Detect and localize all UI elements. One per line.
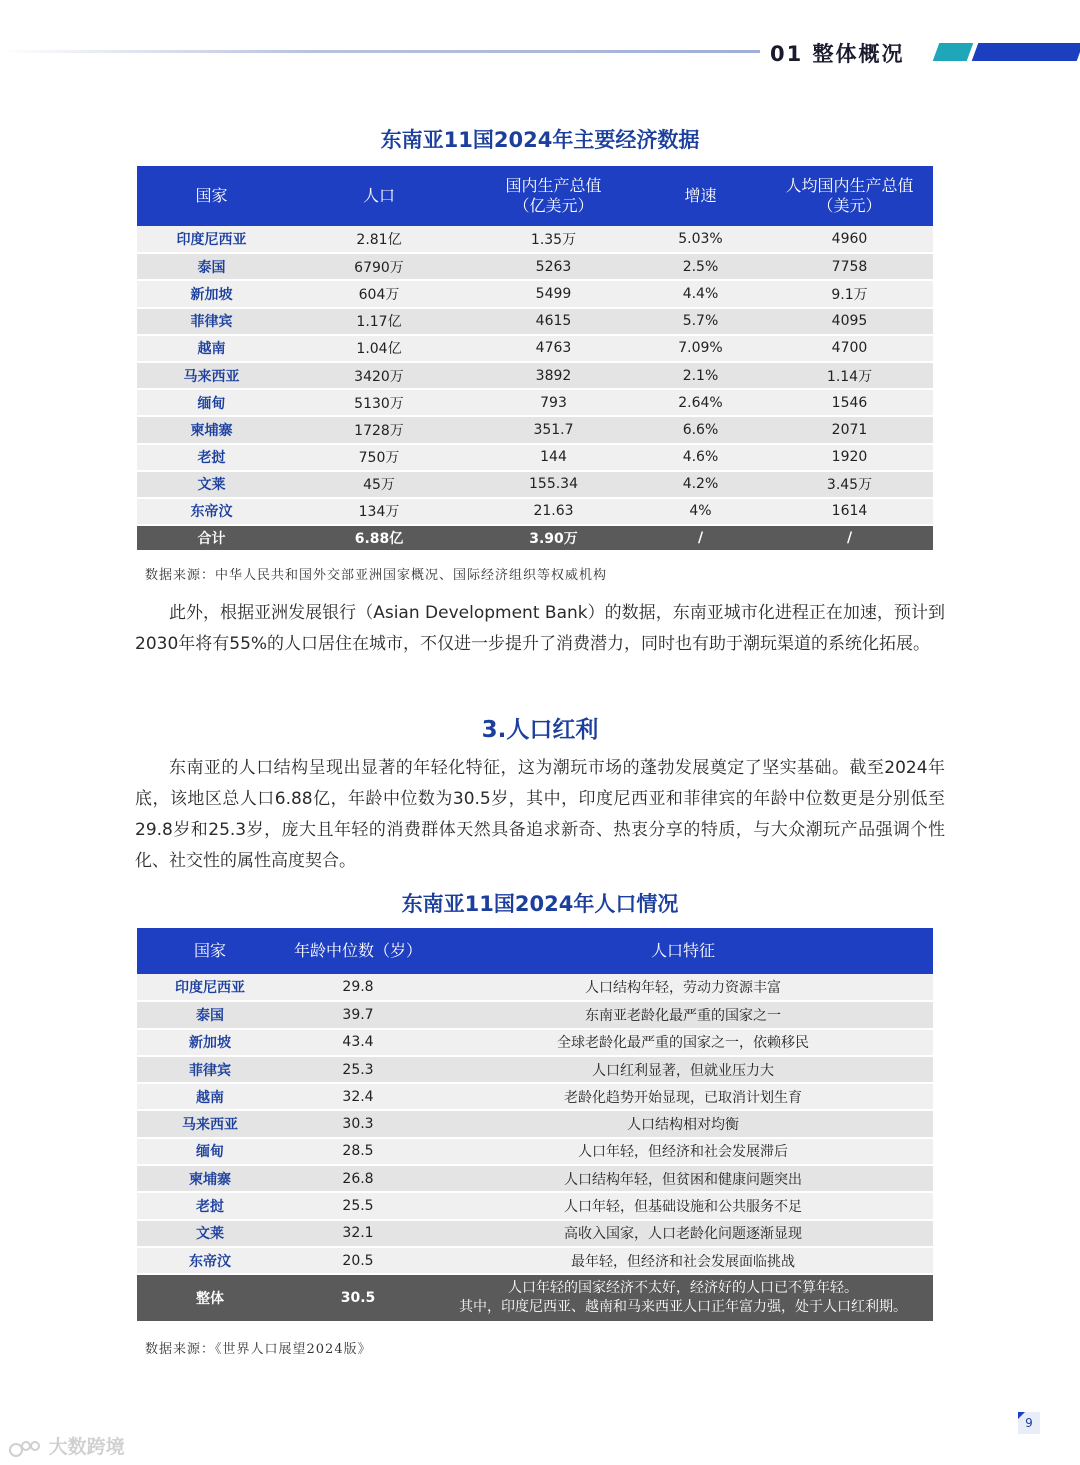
table1-cell: 1728万 (286, 416, 472, 443)
table1-cell: 9.1万 (766, 280, 933, 307)
table2-total-line1: 人口年轻的国家经济不太好，经济好的人口已不算年轻。 (508, 1280, 858, 1297)
table1-cell: 604万 (286, 280, 472, 307)
table1-cell: 4095 (766, 308, 933, 335)
table2-cell: 高收入国家，人口老龄化问题逐渐显现 (433, 1220, 933, 1247)
table2-header-row (137, 928, 933, 974)
table1-cell: 4% (635, 498, 766, 525)
table1-cell: 2.1% (635, 362, 766, 389)
table2-row (137, 1056, 933, 1083)
table1-header-gdp-per-capita: 人均国内生产总值 （美元） (766, 166, 933, 226)
table1-cell: 4.4% (635, 280, 766, 307)
table2-title: 东南亚11国2024年人口情况 (401, 892, 679, 916)
table1-country-cell: 新加坡 (137, 280, 286, 307)
table2-country-cell: 老挝 (137, 1192, 283, 1219)
table1-total-cell: / (766, 525, 933, 551)
table2-row (137, 1247, 933, 1274)
table1-cell: 2.81亿 (286, 226, 472, 253)
section3-heading: 3.人口红利 (481, 717, 599, 743)
table2-cell: 39.7 (283, 1001, 433, 1028)
table1-cell: 2.64% (635, 389, 766, 416)
table2-row (137, 1083, 933, 1110)
table1-row (137, 253, 933, 280)
watermark: 大数跨境 (8, 1432, 125, 1459)
table1-country-cell: 印度尼西亚 (137, 226, 286, 253)
table1-row (137, 444, 933, 471)
table2-cell: 29.8 (283, 974, 433, 1001)
table2-cell: 25.5 (283, 1192, 433, 1219)
table1-row (137, 416, 933, 443)
population-table (137, 928, 933, 1323)
table2-cell: 32.1 (283, 1220, 433, 1247)
table1-title: 东南亚11国2024年主要经济数据 (380, 128, 700, 152)
table2-cell: 人口红利显著，但就业压力大 (433, 1056, 933, 1083)
table2-cell: 32.4 (283, 1083, 433, 1110)
table1-country-cell: 缅甸 (137, 389, 286, 416)
table2-total-median: 30.5 (283, 1274, 433, 1322)
table2-country-cell: 东帝汶 (137, 1247, 283, 1274)
table2-total-country: 整体 (137, 1274, 283, 1322)
table2-cell: 人口结构年轻，但贫困和健康问题突出 (433, 1165, 933, 1192)
table2-total-characteristics (433, 1274, 933, 1322)
table2-cell: 老龄化趋势开始显现，已取消计划生育 (433, 1083, 933, 1110)
table2-total-row (137, 1274, 933, 1322)
economic-data-table (137, 166, 933, 552)
table1-source: 数据来源：中华人民共和国外交部亚洲国家概况、国际经济组织等权威机构 (145, 568, 608, 583)
page-corner-icon (1018, 1412, 1025, 1419)
table2-header-characteristics: 人口特征 (433, 928, 933, 974)
table2-cell: 30.3 (283, 1110, 433, 1137)
table1-cell: 45万 (286, 471, 472, 498)
table2-row (137, 1029, 933, 1056)
table1-row (137, 389, 933, 416)
urbanization-paragraph: 此外，根据亚洲发展银行（Asian Development Bank）的数据，东南亚城市化进程正在加速，预计到2030年将有55%的人口居住在城市，不仅进一步提升了消费潜力，同时也有助于潮玩渠道的系统化拓展。 (135, 603, 945, 654)
table1-cell: 1920 (766, 444, 933, 471)
table2-row (137, 1165, 933, 1192)
table1-row (137, 498, 933, 525)
table1-total-cell: 3.90万 (472, 525, 635, 551)
table2-source: 数据来源：《世界人口展望2024版》 (145, 1342, 372, 1357)
table1-row (137, 226, 933, 253)
table1-country-cell: 东帝汶 (137, 498, 286, 525)
table1-cell: 1.35万 (472, 226, 635, 253)
table2-cell: 20.5 (283, 1247, 433, 1274)
table1-cell: 1614 (766, 498, 933, 525)
table1-total-row (137, 525, 933, 551)
table2-row (137, 1138, 933, 1165)
table1-cell: 5.7% (635, 308, 766, 335)
table1-total-cell: 合计 (137, 525, 286, 551)
table1-cell: 5263 (472, 253, 635, 280)
table1-cell: 4.2% (635, 471, 766, 498)
table1-cell: 4615 (472, 308, 635, 335)
table1-cell: 1.14万 (766, 362, 933, 389)
table1-cell: 21.63 (472, 498, 635, 525)
table1-cell: 2071 (766, 416, 933, 443)
table1-cell: 134万 (286, 498, 472, 525)
table2-header-country: 国家 (137, 928, 283, 974)
table1-cell: 1.17亿 (286, 308, 472, 335)
table2-total-line2: 其中，印度尼西亚、越南和马来西亚人口正年富力强，处于人口红利期。 (459, 1299, 907, 1316)
table1-cell: 6.6% (635, 416, 766, 443)
table2-country-cell: 泰国 (137, 1001, 283, 1028)
table1-cell: 1.04亿 (286, 335, 472, 362)
table1-cell: 3892 (472, 362, 635, 389)
table1-header-gdp: 国内生产总值 （亿美元） (472, 166, 635, 226)
table2-cell: 人口结构相对均衡 (433, 1110, 933, 1137)
table2-row (137, 1110, 933, 1137)
table1-row (137, 280, 933, 307)
table2-country-cell: 马来西亚 (137, 1110, 283, 1137)
table1-cell: 4700 (766, 335, 933, 362)
table1-cell: 4960 (766, 226, 933, 253)
table2-row (137, 1220, 933, 1247)
table2-cell: 43.4 (283, 1029, 433, 1056)
table1-cell: 5.03% (635, 226, 766, 253)
table1-total-cell: 6.88亿 (286, 525, 472, 551)
table2-country-cell: 新加坡 (137, 1029, 283, 1056)
watermark-logo-icon (8, 1438, 42, 1458)
table2-cell: 28.5 (283, 1138, 433, 1165)
header-accent-teal (933, 43, 974, 61)
table1-cell: 6790万 (286, 253, 472, 280)
table2-cell: 东南亚老龄化最严重的国家之一 (433, 1001, 933, 1028)
table2-cell: 25.3 (283, 1056, 433, 1083)
table1-cell: 3.45万 (766, 471, 933, 498)
table1-cell: 2.5% (635, 253, 766, 280)
table2-row (137, 1001, 933, 1028)
section-title: 01 整体概况 (770, 42, 905, 66)
table2-header-median-age: 年龄中位数（岁） (283, 928, 433, 974)
table1-total-cell: / (635, 525, 766, 551)
table1-header-country: 国家 (137, 166, 286, 226)
table1-cell: 351.7 (472, 416, 635, 443)
header-accent-blue (972, 43, 1080, 61)
table1-country-cell: 马来西亚 (137, 362, 286, 389)
demographic-paragraph: 东南亚的人口结构呈现出显著的年轻化特征，这为潮玩市场的蓬勃发展奠定了坚实基础。截至2024年底，该地区总人口6.88亿，年龄中位数为30.5岁，其中，印度尼西亚和菲律宾的年龄中位数更是分别低至29.8岁和25.3岁，庞大且年轻的消费群体天然具备追求新奇、热衷分享的特质，与大众潮玩产品强调个性化、社交性的属性高度契合。 (135, 758, 945, 871)
table2-row (137, 974, 933, 1001)
table1-row (137, 308, 933, 335)
table1-row (137, 471, 933, 498)
table1-country-cell: 越南 (137, 335, 286, 362)
table1-cell: 4.6% (635, 444, 766, 471)
table1-country-cell: 老挝 (137, 444, 286, 471)
table1-header-row (137, 166, 933, 226)
table1-cell: 7758 (766, 253, 933, 280)
table2-cell: 全球老龄化最严重的国家之一，依赖移民 (433, 1029, 933, 1056)
table2-country-cell: 柬埔寨 (137, 1165, 283, 1192)
table2-country-cell: 缅甸 (137, 1138, 283, 1165)
table1-row (137, 362, 933, 389)
table1-country-cell: 菲律宾 (137, 308, 286, 335)
table2-cell: 26.8 (283, 1165, 433, 1192)
header-rule (0, 50, 760, 53)
table2-cell: 最年轻，但经济和社会发展面临挑战 (433, 1247, 933, 1274)
table2-row (137, 1192, 933, 1219)
table1-cell: 5499 (472, 280, 635, 307)
table1-header-population: 人口 (286, 166, 472, 226)
page-number: 9 (1018, 1412, 1040, 1434)
table1-cell: 5130万 (286, 389, 472, 416)
table2-cell: 人口结构年轻，劳动力资源丰富 (433, 974, 933, 1001)
table1-country-cell: 文莱 (137, 471, 286, 498)
table1-header-growth: 增速 (635, 166, 766, 226)
table1-cell: 3420万 (286, 362, 472, 389)
table2-cell: 人口年轻，但基础设施和公共服务不足 (433, 1192, 933, 1219)
table2-country-cell: 菲律宾 (137, 1056, 283, 1083)
table1-cell: 1546 (766, 389, 933, 416)
table1-cell: 7.09% (635, 335, 766, 362)
table1-country-cell: 泰国 (137, 253, 286, 280)
table2-cell: 人口年轻，但经济和社会发展滞后 (433, 1138, 933, 1165)
table1-cell: 793 (472, 389, 635, 416)
table1-cell: 144 (472, 444, 635, 471)
table1-cell: 155.34 (472, 471, 635, 498)
table2-country-cell: 印度尼西亚 (137, 974, 283, 1001)
table2-country-cell: 文莱 (137, 1220, 283, 1247)
table1-cell: 4763 (472, 335, 635, 362)
table1-country-cell: 柬埔寨 (137, 416, 286, 443)
table1-row (137, 335, 933, 362)
table1-cell: 750万 (286, 444, 472, 471)
table2-country-cell: 越南 (137, 1083, 283, 1110)
